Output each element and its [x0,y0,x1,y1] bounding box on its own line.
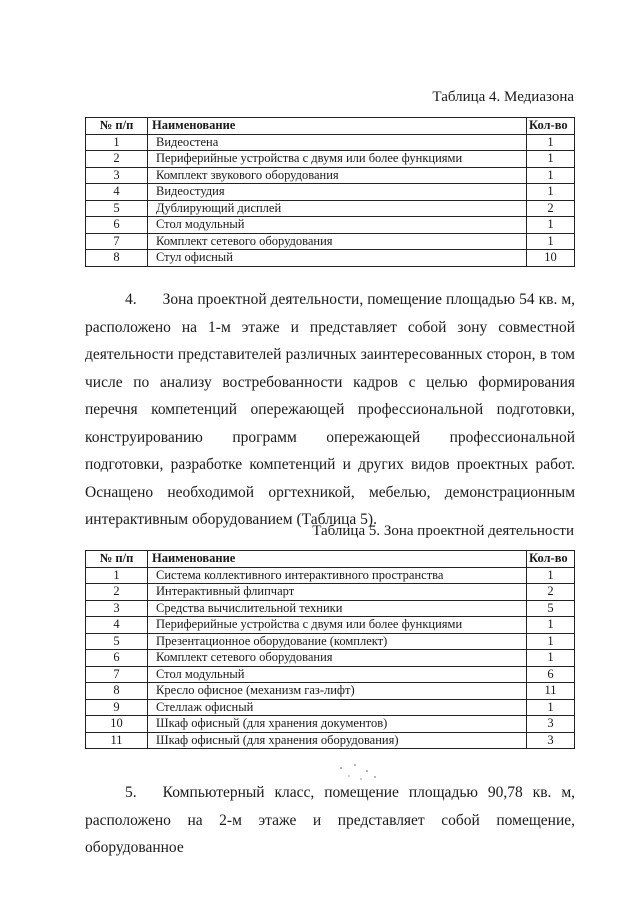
item-name-cell: Комплект звукового оборудования [148,167,527,184]
quantity-cell: 3 [527,732,575,749]
paragraph-5 [85,779,575,862]
column-header-number: № п/п [86,118,148,135]
row-number-cell: 4 [86,184,148,201]
column-header-name: Наименование [148,551,527,568]
item-name-cell: Периферийные устройства с двумя или более функциями [148,617,527,634]
quantity-cell: 5 [527,600,575,617]
item-name-cell: Интерактивный флипчарт [148,584,527,601]
item-name-cell: Кресло офисное (механизм газ-лифт) [148,683,527,700]
table5-body [86,567,575,749]
table-row [86,184,575,201]
item-name-cell: Видеостудия [148,184,527,201]
item-name-cell: Шкаф офисный (для хранения оборудования) [148,732,527,749]
row-number-cell: 10 [86,716,148,733]
quantity-cell: 1 [527,233,575,250]
quantity-cell: 1 [527,151,575,168]
quantity-cell: 1 [527,134,575,151]
paragraph-4-number: 4. [125,291,137,308]
table-row [86,151,575,168]
column-header-quantity: Кол-во [527,118,575,135]
item-name-cell: Комплект сетевого оборудования [148,650,527,667]
table-row [86,716,575,733]
quantity-cell: 1 [527,184,575,201]
row-number-cell: 8 [86,250,148,267]
row-number-cell: 5 [86,633,148,650]
row-number-cell: 7 [86,233,148,250]
item-name-cell: Система коллективного интерактивного пространства [148,567,527,584]
column-header-number: № п/п [86,551,148,568]
quantity-cell: 1 [527,650,575,667]
row-number-cell: 2 [86,151,148,168]
table-row [86,732,575,749]
quantity-cell: 10 [527,250,575,267]
table4-header-row [86,118,575,135]
quantity-cell: 11 [527,683,575,700]
table-row [86,134,575,151]
row-number-cell: 4 [86,617,148,634]
table-row [86,584,575,601]
paragraph-4 [85,286,575,534]
table-row [86,233,575,250]
row-number-cell: 2 [86,584,148,601]
item-name-cell: Дублирующий дисплей [148,200,527,217]
row-number-cell: 7 [86,666,148,683]
table-row [86,217,575,234]
item-name-cell: Стеллаж офисный [148,699,527,716]
table-row [86,567,575,584]
table-row [86,617,575,634]
item-name-cell: Стол модульный [148,666,527,683]
item-name-cell: Стул офисный [148,250,527,267]
item-name-cell: Шкаф офисный (для хранения документов) [148,716,527,733]
quantity-cell: 1 [527,217,575,234]
paragraph-5-text: Компьютерный класс, помещение площадью 90,78 кв. м, расположено на 2-м этаже и представляет собой помещение, оборудованное [85,784,575,856]
row-number-cell: 3 [86,600,148,617]
row-number-cell: 5 [86,200,148,217]
paragraph-4-text: Зона проектной деятельности, помещение площадью 54 кв. м, расположено на 1-м этаже и представляет собой зону совместной деятельности представителей различных заинтересованных сторон, в том числе по анализу востребованности кадров с целью формирования перечня компетенций опережающей профессиональной подготовки, конструированию программ опережающей профессиональной подготовки, разработке компетенций и других видов проектных работ. Оснащено необходимой оргтехникой, мебелью, демонстрационным интерактивным оборудованием (Таблица 5). [85,291,575,528]
row-number-cell: 6 [86,217,148,234]
table5-caption: Таблица 5. Зона проектной деятельности [312,523,574,539]
row-number-cell: 8 [86,683,148,700]
quantity-cell: 6 [527,666,575,683]
table-row [86,200,575,217]
table-row [86,167,575,184]
quantity-cell: 1 [527,617,575,634]
table4 [85,117,575,267]
item-name-cell: Периферийные устройства с двумя или более функциями [148,151,527,168]
row-number-cell: 1 [86,134,148,151]
table-row [86,250,575,267]
paragraph-5-number: 5. [125,784,137,801]
table-row [86,699,575,716]
table-row [86,650,575,667]
quantity-cell: 3 [527,716,575,733]
quantity-cell: 1 [527,567,575,584]
item-name-cell: Видеостена [148,134,527,151]
item-name-cell: Комплект сетевого оборудования [148,233,527,250]
item-name-cell: Презентационное оборудование (комплект) [148,633,527,650]
table4-body [86,134,575,266]
table-row [86,683,575,700]
row-number-cell: 9 [86,699,148,716]
quantity-cell: 1 [527,167,575,184]
row-number-cell: 11 [86,732,148,749]
table-row [86,600,575,617]
table4-caption: Таблица 4. Медиазона [432,89,574,105]
table5-header-row [86,551,575,568]
column-header-name: Наименование [148,118,527,135]
row-number-cell: 1 [86,567,148,584]
column-header-quantity: Кол-во [527,551,575,568]
item-name-cell: Стол модульный [148,217,527,234]
table-row [86,666,575,683]
quantity-cell: 2 [527,584,575,601]
table5 [85,550,575,749]
row-number-cell: 3 [86,167,148,184]
row-number-cell: 6 [86,650,148,667]
item-name-cell: Средства вычислительной техники [148,600,527,617]
table-row [86,633,575,650]
quantity-cell: 1 [527,633,575,650]
quantity-cell: 2 [527,200,575,217]
quantity-cell: 1 [527,699,575,716]
